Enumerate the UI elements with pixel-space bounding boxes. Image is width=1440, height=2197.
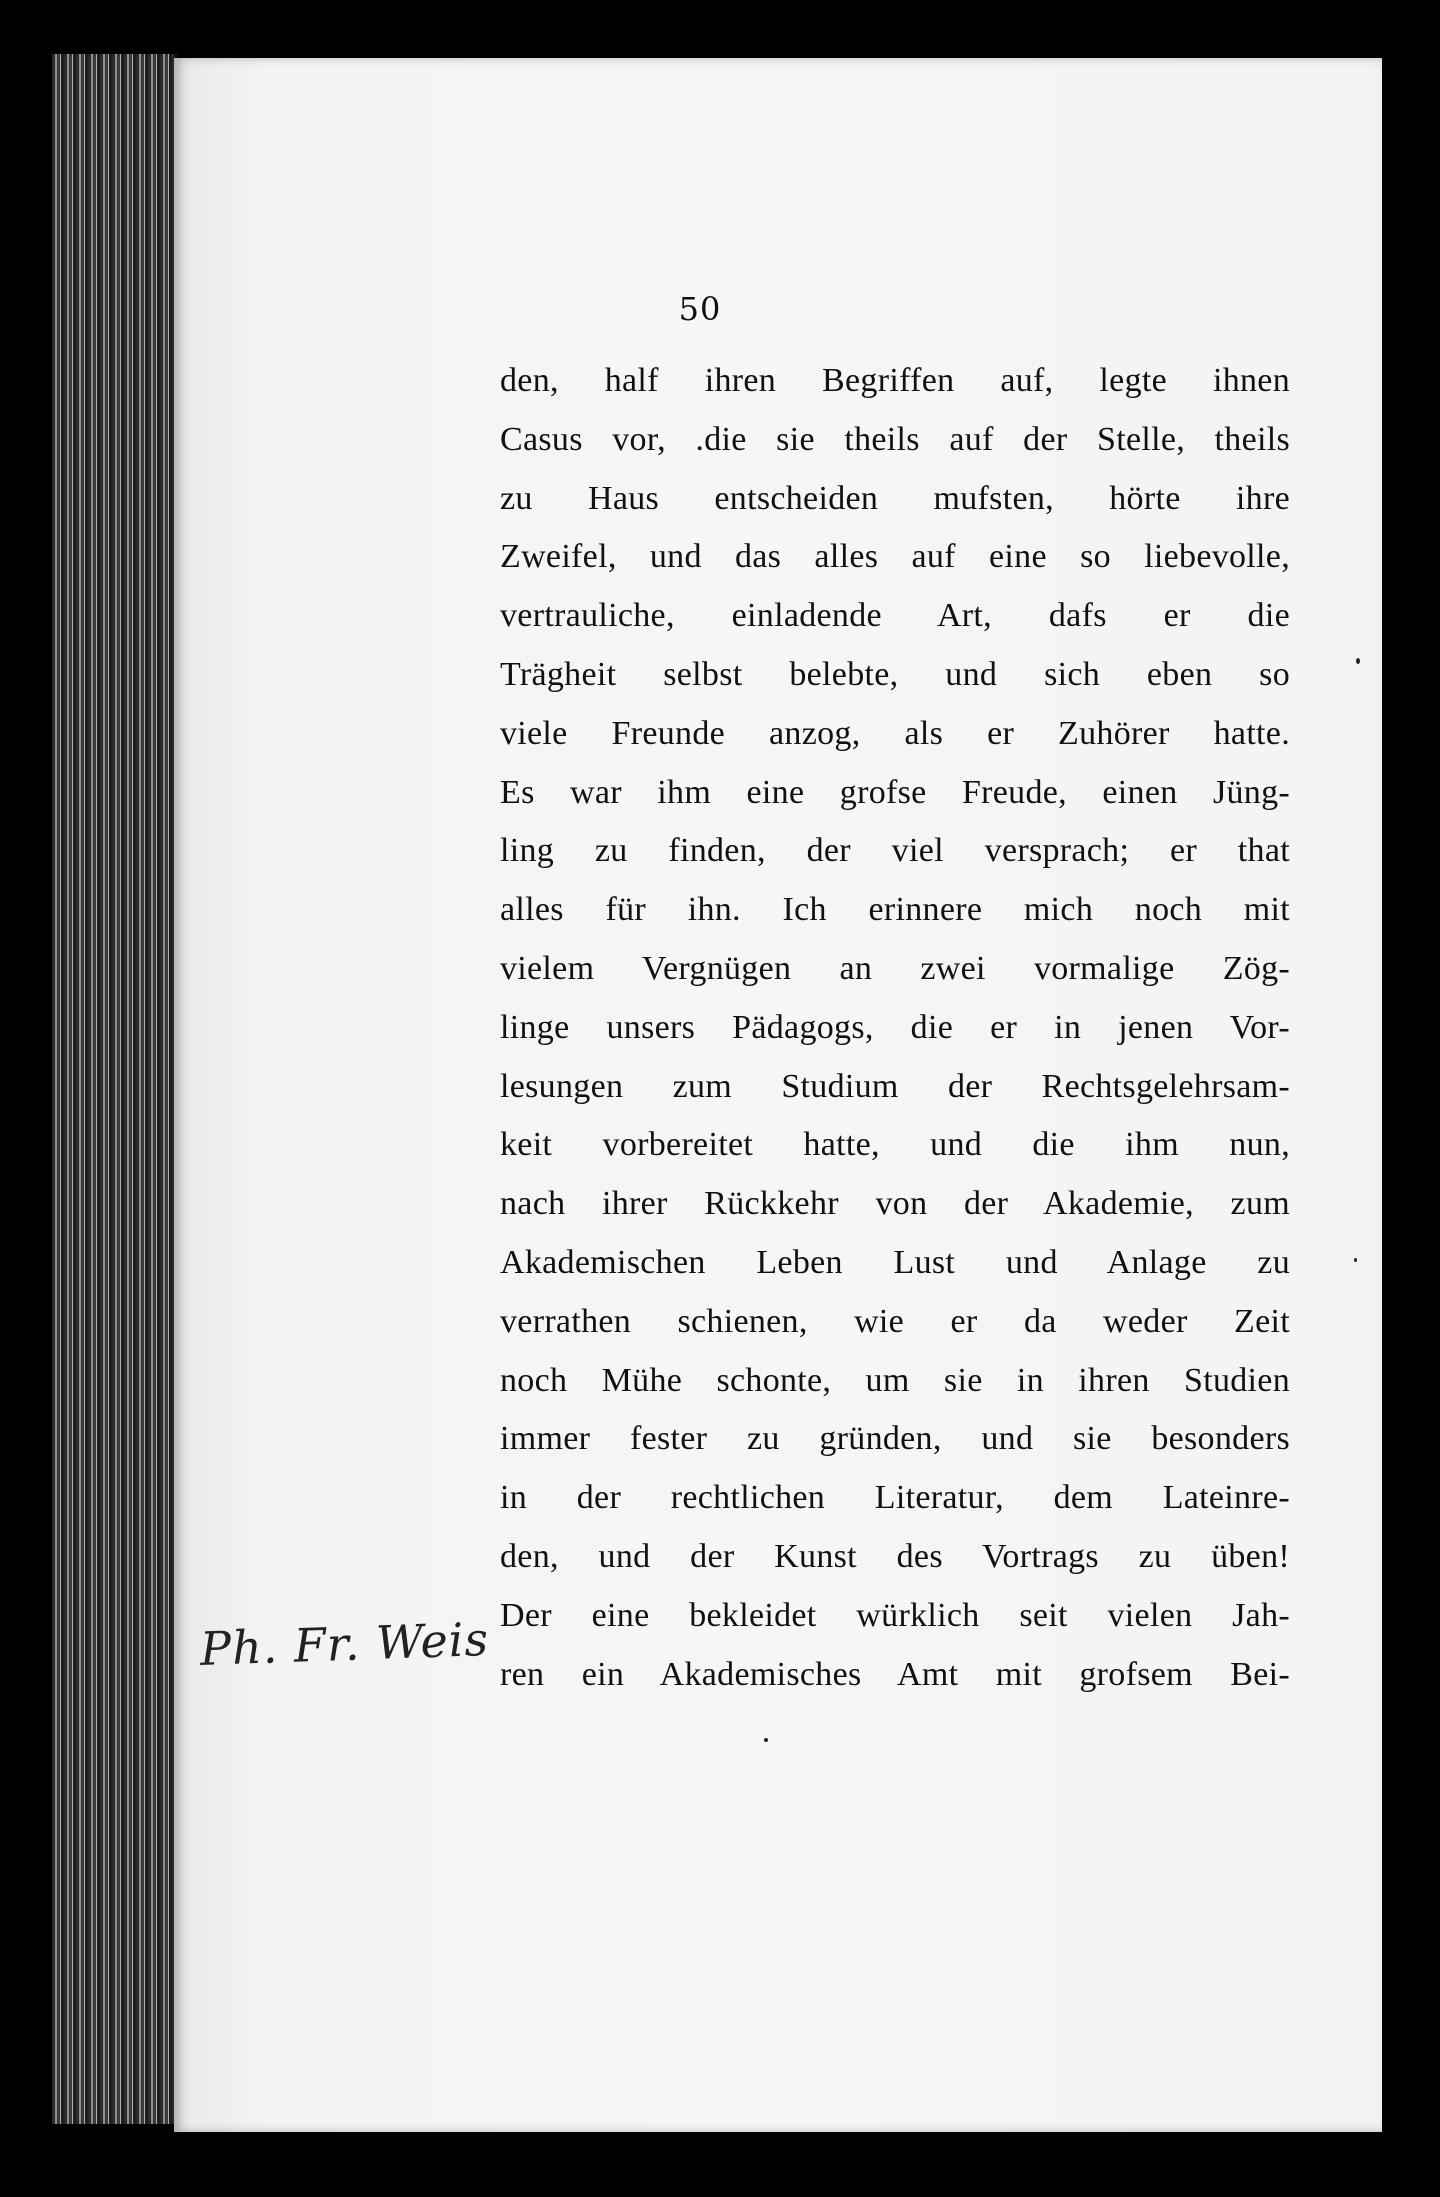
text-line: Der eine bekleidet würklich seit vielen Jah- (500, 1596, 1290, 1634)
book-page-edges (52, 54, 178, 2124)
text-line: viele Freunde anzog, als er Zuhörer hatte. (500, 714, 1290, 752)
text-line: Casus vor, .die sie theils auf der Stelle, theils (500, 420, 1290, 458)
text-line: linge unsers Pädagogs, die er in jenen Vor- (500, 1008, 1290, 1046)
text-line: Zweifel, und das alles auf eine so liebevolle, (500, 538, 1290, 576)
speck (1356, 658, 1360, 664)
speck (764, 1738, 768, 1742)
text-line: noch Mühe schonte, um sie in ihren Studien (500, 1361, 1290, 1399)
text-line: Akademischen Leben Lust und Anlage zu (500, 1243, 1290, 1281)
text-line: immer fester zu gründen, und sie besonders (500, 1420, 1290, 1458)
text-line: keit vorbereitet hatte, und die ihm nun, (500, 1126, 1290, 1164)
text-line: lesungen zum Studium der Rechtsgelehrsam- (500, 1067, 1290, 1105)
text-line: nach ihrer Rückkehr von der Akademie, zum (500, 1185, 1290, 1223)
text-line: zu Haus entscheiden mufsten, hörte ihre (500, 479, 1290, 517)
text-line: vertrauliche, einladende Art, dafs er die (500, 597, 1290, 635)
text-line: alles für ihn. Ich erinnere mich noch mit (500, 891, 1290, 929)
speck (1354, 1258, 1357, 1262)
handwritten-margin-note: Ph. Fr. Weis (199, 1611, 490, 1677)
text-line: in der rechtlichen Literatur, dem Lateinre- (500, 1479, 1290, 1517)
text-line: vielem Vergnügen an zwei vormalige Zög- (500, 949, 1290, 987)
text-line: Trägheit selbst belebte, und sich eben so (500, 655, 1290, 693)
text-line: den, und der Kunst des Vortrags zu üben! (500, 1537, 1290, 1575)
page-number: 50 (678, 290, 722, 328)
body-text (500, 352, 1290, 1704)
text-line: den, half ihren Begriffen auf, legte ihnen (500, 362, 1290, 399)
text-line: ling zu finden, der viel versprach; er that (500, 832, 1290, 870)
text-line: verrathen schienen, wie er da weder Zeit (500, 1302, 1290, 1340)
text-line: ren ein Akademisches Amt mit grofsem Bei- (500, 1655, 1290, 1693)
text-line: Es war ihm eine grofse Freude, einen Jüng- (500, 773, 1290, 811)
